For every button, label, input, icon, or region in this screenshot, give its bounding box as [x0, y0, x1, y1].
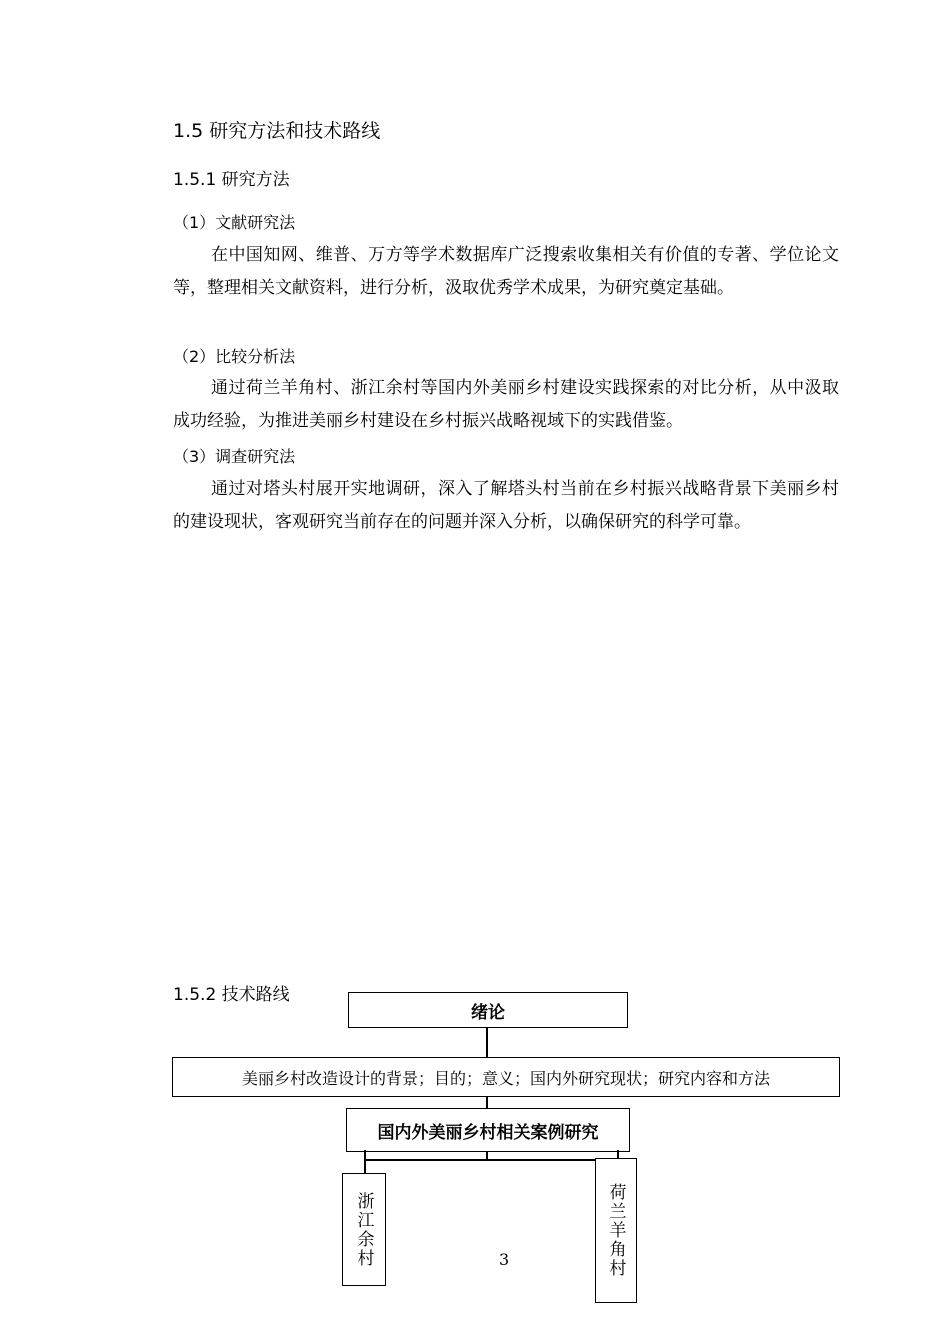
flow-case-left-label: 浙江余村	[353, 1191, 374, 1268]
flow-case-right-label: 荷兰羊角村	[605, 1183, 626, 1278]
connector-line	[364, 1150, 366, 1174]
flow-intro-box	[348, 992, 628, 1028]
flow-case-right-box	[595, 1158, 637, 1303]
page-number: 3	[499, 1250, 510, 1269]
method-text: 通过荷兰羊角村、浙江余村等国内外美丽乡村建设实践探索的对比分析，从中汲取成功经验，为推进美丽乡村建设在乡村振兴战略视域下的实践借鉴。	[173, 378, 839, 431]
method-text: 在中国知网、维普、万方等学术数据库广泛搜索收集相关有价值的专著、学位论文等，整理相关文献资料，进行分析，汲取优秀学术成果，为研究奠定基础。	[173, 245, 839, 298]
flow-background-label: 美丽乡村改造设计的背景；目的；意义；国内外研究现状；研究内容和方法	[241, 1068, 770, 1088]
route-heading: 1.5.2 技术路线	[173, 985, 290, 1005]
flow-case-left-box	[342, 1173, 386, 1286]
flow-cases-box	[346, 1108, 630, 1152]
section-heading: 1.5 研究方法和技术路线	[173, 120, 381, 142]
connector-line	[486, 1028, 488, 1058]
methods-heading: 1.5.1 研究方法	[173, 170, 290, 190]
method-title: （3）调查研究法	[173, 447, 296, 466]
method-text: 通过对塔头村展开实地调研，深入了解塔头村当前在乡村振兴战略背景下美丽乡村的建设现状，客观研究当前存在的问题并深入分析，以确保研究的科学可靠。	[173, 479, 839, 532]
method-title: （1）文献研究法	[173, 213, 296, 232]
method-title: （2）比较分析法	[173, 347, 296, 366]
flow-background-box	[172, 1057, 840, 1097]
flow-cases-label: 国内外美丽乡村相关案例研究	[377, 1122, 599, 1143]
connector-line	[364, 1159, 618, 1161]
flow-intro-label: 绪论	[471, 1002, 505, 1023]
